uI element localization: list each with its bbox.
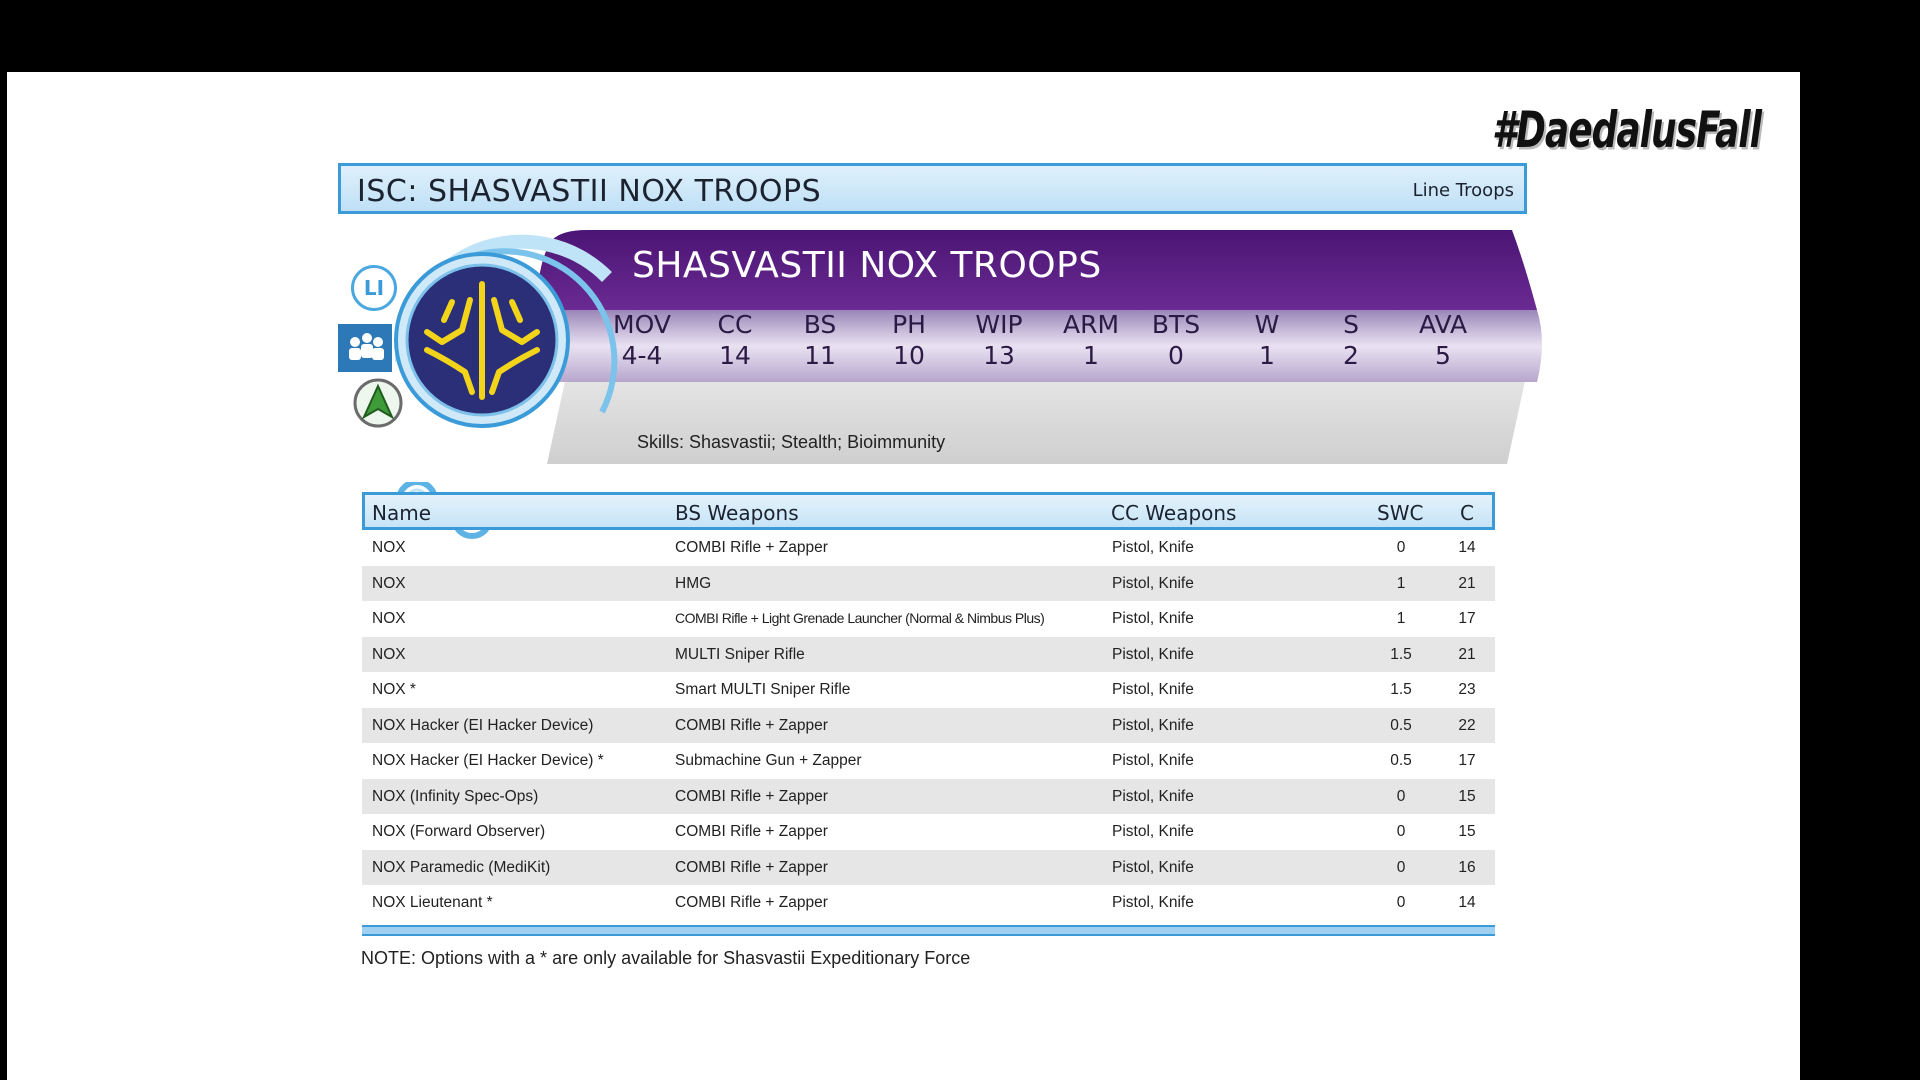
header-name: Name [372,501,432,525]
header-cc-weapons: CC Weapons [1111,501,1237,525]
table-row: NOX Hacker (EI Hacker Device) * Submachine Gun + Zapper Pistol, Knife 0.5 17 [372,752,1476,769]
skills-text: Skills: Shasvastii; Stealth; Bioimmunity [637,432,946,452]
stat-bs: BS 11 [803,310,837,370]
table-header [362,492,1495,530]
stat-bts: BTS 0 [1151,310,1201,370]
hashtag-logo: #DaedalusFall [1492,102,1761,160]
table-row: NOX Hacker (EI Hacker Device) COMBI Rifle + Zapper Pistol, Knife 0.5 22 [362,708,1495,744]
unit-type-li-badge: LI [351,265,397,311]
table-footer-bar [362,925,1495,936]
table-row: NOX COMBI Rifle + Light Grenade Launcher (Normal & Nimbus Plus) Pistol, Knife 1 17 [372,610,1476,627]
header-cost: C [1460,501,1474,525]
troop-category: Line Troops [1412,180,1514,201]
table-row: NOX MULTI Sniper Rifle Pistol, Knife 1.5 21 [362,637,1495,673]
table-row: NOX (Infinity Spec-Ops) COMBI Rifle + Zapper Pistol, Knife 0 15 [362,779,1495,815]
impetuous-fireteam-icon [338,324,392,372]
stat-ph: PH 10 [892,310,926,370]
availability-note: NOTE: Options with a * are only available for Shasvastii Expeditionary Force [361,948,971,968]
table-row: NOX (Forward Observer) COMBI Rifle + Zapper Pistol, Knife 0 15 [372,823,1476,840]
stat-ava: AVA 5 [1418,310,1468,370]
table-row: NOX COMBI Rifle + Zapper Pistol, Knife 0 14 [372,539,1476,556]
stat-line [597,310,1537,380]
stat-mov: MOV 4-4 [613,310,671,370]
profile-title: ISC: SHASVASTII NOX TROOPS [357,174,822,209]
stat-w: W 1 [1254,310,1280,370]
ho-hacking-icon [352,377,404,429]
stat-s: S 2 [1343,310,1359,370]
table-body [362,530,1495,921]
stat-wip: WIP 13 [975,310,1023,370]
table-row: NOX Paramedic (MediKit) COMBI Rifle + Zapper Pistol, Knife 0 16 [362,850,1495,886]
table-row: NOX * Smart MULTI Sniper Rifle Pistol, Knife 1.5 23 [372,681,1476,698]
screen-page [7,72,1800,1080]
table-row: NOX HMG Pistol, Knife 1 21 [362,566,1495,602]
table-row: NOX Lieutenant * COMBI Rifle + Zapper Pistol, Knife 0 14 [372,894,1476,911]
stat-cc: CC 14 [717,310,753,370]
loadout-table [362,492,1495,936]
stat-arm: ARM 1 [1062,310,1120,370]
unit-name: SHASVASTII NOX TROOPS [632,245,1102,286]
header-swc: SWC [1377,501,1424,525]
header-bs-weapons: BS Weapons [675,501,799,525]
profile-title-bar [338,163,1527,214]
